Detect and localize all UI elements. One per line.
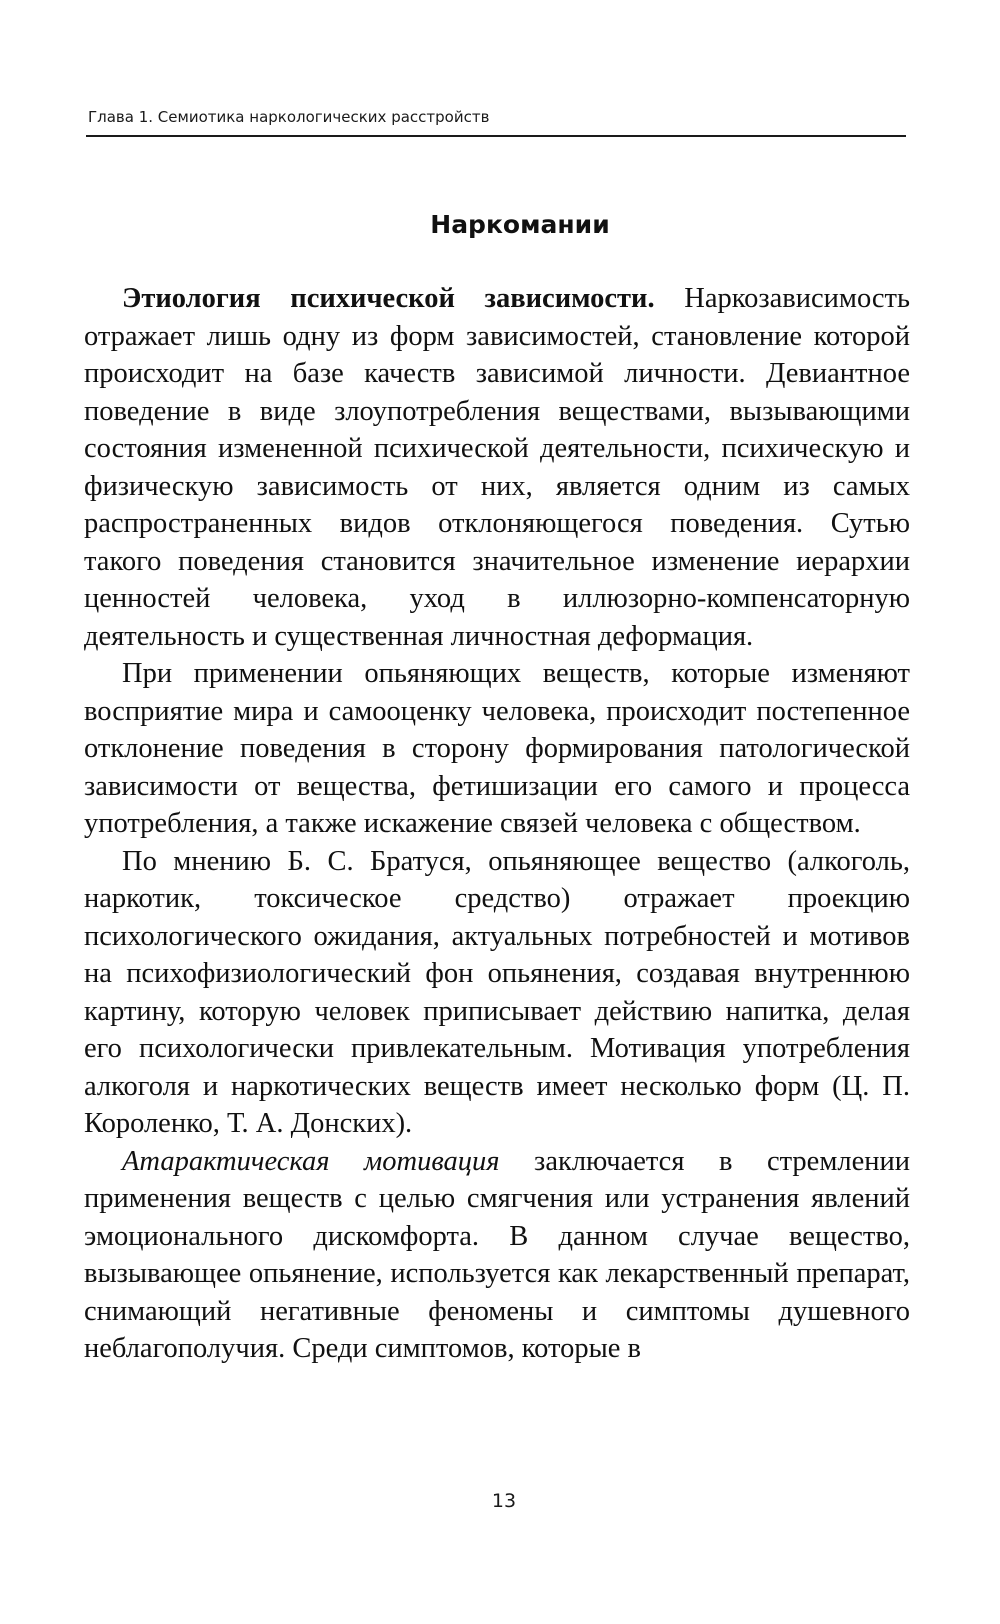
page-number: 13 <box>491 1490 517 1512</box>
paragraph-4 <box>84 1143 910 1368</box>
paragraph-lead-bold: Этиология психической зависимости. <box>122 283 655 314</box>
paragraph-lead-italic: Атарактическая мотивация <box>122 1145 500 1177</box>
section-title: Наркомании <box>430 210 610 239</box>
body-text <box>84 280 910 1368</box>
paragraph-1 <box>84 280 910 655</box>
running-header: Глава 1. Семиотика наркологических расстройств <box>88 108 490 126</box>
paragraph-3 <box>84 843 910 1143</box>
header-rule <box>86 135 906 137</box>
paragraph-text: При применении опьяняющих веществ, которые изменяют восприятие мира и самооценку человека, происходит постепенное отклонение поведения в сторону формирования патологической зависимости от вещества, фетишизации его самого и процесса употребления, а также искажение связей человека с обществом. <box>84 658 910 839</box>
paragraph-text: Наркозависимость отражает лишь одну из форм зависимостей, становление которой происходит на базе качеств зависимой личности. Девиантное поведение в виде злоупотребления веществами, вызывающими состояния измененной психической деятельности, психическую и физическую зависимость от них, является одним из самых распространенных видов отклоняющегося поведения. Сутью такого поведения становится значительное изменение иерархии ценностей человека, уход в иллюзорно-компенсаторную деятельность и существенная личностная деформация. <box>84 283 911 652</box>
paragraph-text: По мнению Б. С. Братуся, опьяняющее вещество (алкоголь, наркотик, токсическое средство) отражает проекцию психологического ожидания, актуальных потребностей и мотивов на психофизиологический фон опьянения, создавая внутреннюю картину, которую человек приписывает действию напитка, делая его психологически привлекательным. Мотивация употребления алкоголя и наркотических веществ имеет несколько форм (Ц. П. Короленко, Т. А. Донских). <box>84 845 910 1139</box>
paragraph-text: заключается в стремлении применения веществ с целью смягчения или устранения явлений эмоционального дискомфорта. В данном случае вещество, вызывающее опьянение, используется как лекарственный препарат, снимающий негативные феномены и симптомы душевного неблагополучия. Среди симптомов, которые в <box>84 1145 910 1364</box>
paragraph-2 <box>84 655 910 843</box>
